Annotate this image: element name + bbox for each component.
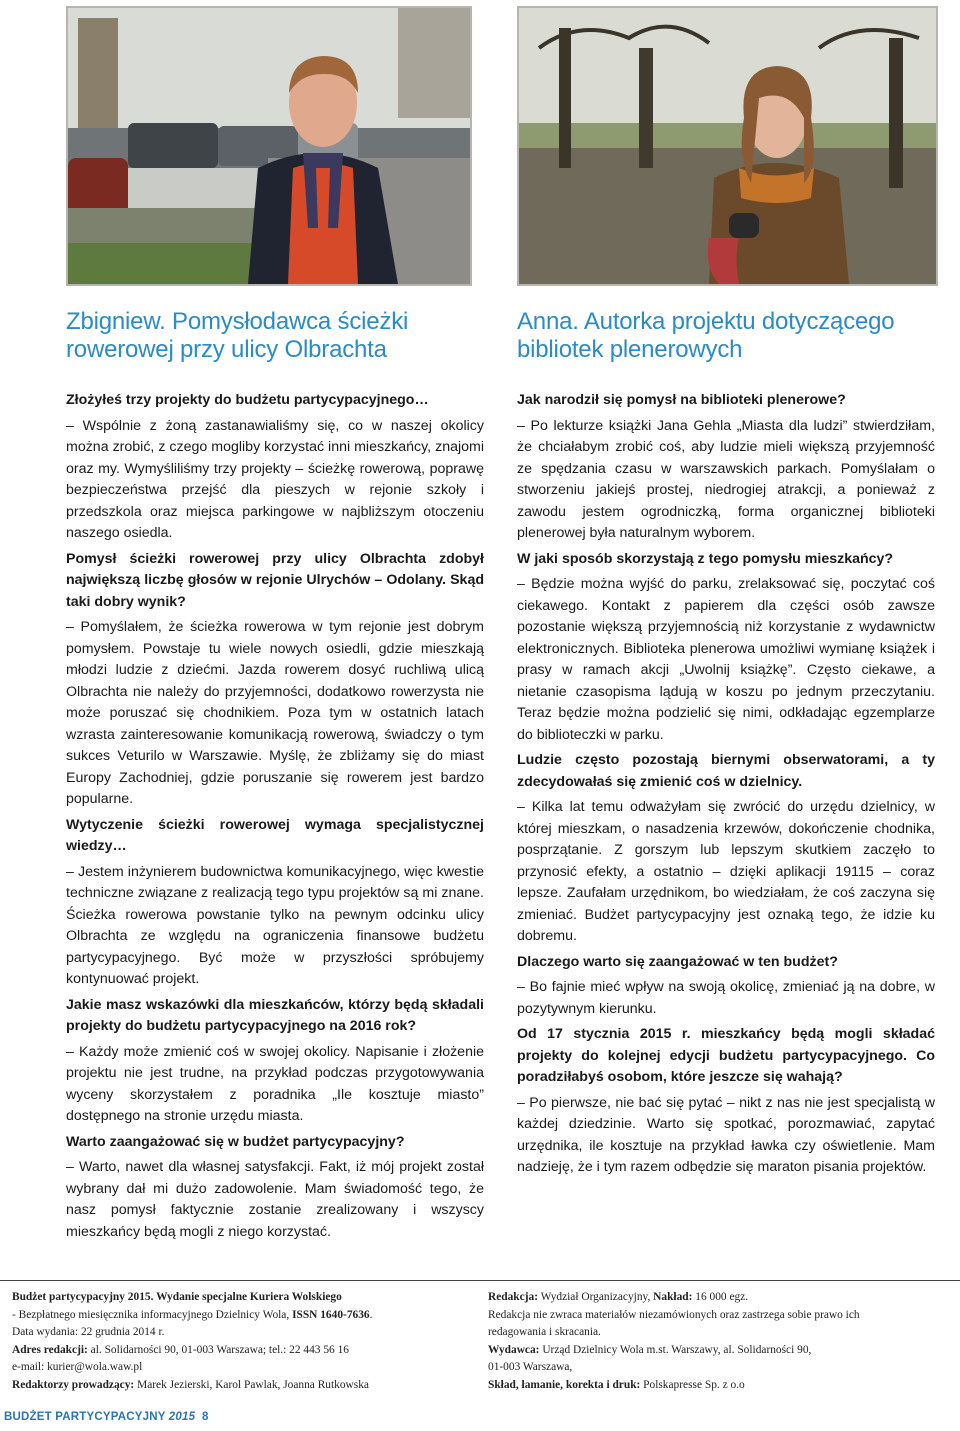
answer: – Po pierwsze, nie bać się pytać – nikt z nas nie jest specjalistą w każdej dziedzinie. Warto się spotkać, porozmawiać, zapytać urzędnika, ile kosztuje na przykład ławka czy oświetlenie. Mam nadzieję, że i tym razem odbędzie się maraton pisania projektów. [517, 1094, 935, 1175]
question: Ludzie często pozostają biernymi obserwatorami, a ty zdecydowałaś się zmienić coś w dzielnicy. [517, 752, 935, 790]
imprint-printer: Polskapresse Sp. z o.o [640, 1378, 745, 1391]
answer: – Wspólnie z żoną zastanawialiśmy się, co w naszej okolicy można zrobić, z czego mogliby korzystać inni mieszkańcy, znajomi oraz my. Wymyśliliśmy trzy projekty – ścieżkę rowerową, poprawę bezpieczeństwa przejść dla pieszych w rejonie szkoły i przedszkola oraz miejsca parkingowe w najbliższym otoczeniu naszego osiedla. [66, 417, 484, 541]
page-number: 8 [201, 1411, 209, 1423]
imprint-title: Budżet partycypacyjny 2015. Wydanie specjalne Kuriera Wolskiego [12, 1291, 342, 1303]
imprint-right [488, 1289, 928, 1395]
caption-line: rowerowej przy ulicy Olbrachta [66, 336, 387, 363]
imprint-text: 01-003 Warszawa, [488, 1361, 573, 1374]
answer: – Bo fajnie mieć wpływ na swoją okolicę, zmieniać ją na dobre, w pozytywnym kierunku. [517, 979, 935, 1017]
answer: – Kilka lat temu odważyłam się zwrócić do urzędu dzielnicy, w której mieszkam, o nasadzenia krzewów, dokończenie chodnika, posprzątanie. Z gorszym lub lepszym skutkiem zaczęło to przynosić efekty, a ostatnio – dzięki aplikacji 19115 – coraz lepsze. Zaufałam urzędnikom, bo wiedziałam, że coś zaczyna się zmieniać. Budżet partycypacyjny jest oznaką tego, że idzie ku dobremu. [517, 799, 935, 944]
imprint-text: 16 000 egz. [692, 1291, 749, 1303]
imprint-text: . [369, 1308, 373, 1321]
imprint-left [12, 1289, 452, 1395]
answer: – Każdy może zmienić coś w swojej okolicy. Napisanie i złożenie projektu nie jest trudne, na przykład podczas przygotowywania wyceny skorzystałem z poradnika „Ile kosztuje miasto” dostępnego na stronie urzędu miasta. [66, 1043, 484, 1124]
imprint-label: Nakład: [653, 1291, 693, 1303]
imprint-text: Redakcja nie zwraca materiałów niezamówionych oraz zastrzega sobie prawo ich [488, 1308, 860, 1321]
interview-anna [517, 390, 935, 1183]
answer: – Pomyślałem, że ścieżka rowerowa w tym rejonie jest dobrym pomysłem. Powstaje tu wiele nowych osiedli, gdzie mieszkają młodzi ludzie z dziećmi. Jazda rowerem dosyć ruchliwą ulicą Olbrachta nie należy do przyjemności, dodatkowo rowerzysta nie może poruszać się chodnikiem. Poza tym w ostatnich latach wzrasta zainteresowanie komunikacją rowerową, świadczy o tym sukces Veturilo w Warszawie. Myślę, że zbliżamy się do miast Europy Zachodniej, gdzie poruszanie się rowerem jest bardzo popularne. [66, 619, 484, 807]
page-footer-label: BUDŻET PARTYCYPACYJNY [4, 1411, 169, 1423]
caption-zbigniew [66, 308, 486, 364]
page-footer-year: 2015 [168, 1411, 196, 1423]
imprint-label: Redakcja: [488, 1291, 538, 1303]
question: Warto zaangażować się w budżet partycypacyjny? [66, 1133, 405, 1150]
question: Dlaczego warto się zaangażować w ten budżet? [517, 953, 838, 970]
answer: – Po lekturze książki Jana Gehla „Miasta dla ludzi” stwierdziłam, że chciałabym zrobić coś, aby ludzie mieli większą przyjemność ze spędzania czasu w warszawskich parkach. Pomyślałam o stworzeniu jakiejś prostej, niedrogiej atrakcji, a ponieważ z zawodu jestem ogrodniczką, forma organicznej biblioteki plenerowej była naturalnym wyborem. [517, 417, 935, 541]
question: Jak narodził się pomysł na biblioteki plenerowe? [517, 392, 846, 408]
caption-line: Anna. Autorka projektu dotyczącego [517, 308, 895, 335]
imprint-label: Skład, łamanie, korekta i druk: [488, 1378, 641, 1391]
imprint-label: Adres redakcji: [12, 1343, 88, 1356]
imprint-email: e-mail: kurier@wola.waw.pl [12, 1361, 143, 1374]
question: Złożyłeś trzy projekty do budżetu partycypacyjnego… [66, 392, 429, 408]
imprint-text: - Bezpłatnego miesięcznika informacyjnego Dzielnicy Wola, [12, 1308, 293, 1321]
page-footer [4, 1411, 209, 1423]
imprint-text: Wydział Organizacyjny, [537, 1291, 654, 1303]
question: Pomysł ścieżki rowerowej przy ulicy Olbrachta zdobył największą liczbę głosów w rejonie Ulrychów – Odolany. Skąd taki dobry wynik? [66, 550, 484, 610]
imprint-label: Redaktorzy prowadzący: [12, 1378, 135, 1391]
question: Od 17 stycznia 2015 r. mieszkańcy będą mogli składać projekty do kolejnej edycji budżetu partycypacyjnego. Co poradziłabyś osobom, które jeszcze się wahają? [517, 1026, 935, 1085]
footer-divider [0, 1280, 960, 1281]
answer: – Jestem inżynierem budownictwa komunikacyjnego, więc kwestie techniczne związane z realizacją tego typu projektów są mi znane. Ścieżka rowerowa powstanie tylko na pewnym odcinku ulicy Olbrachta ze względu na ograniczenia finansowe budżetu partycypacyjnego. Być może w przyszłości spróbujemy kontynuować projekt. [66, 863, 484, 987]
question: Jakie masz wskazówki dla mieszkańców, którzy będą składali projekty do budżetu partycypacyjnego na 2016 rok? [66, 996, 484, 1034]
imprint-label: Wydawca: [488, 1343, 540, 1356]
caption-line: bibliotek plenerowych [517, 336, 743, 363]
photo-woman [517, 6, 938, 286]
question: Wytyczenie ścieżki rowerowej wymaga specjalistycznej wiedzy… [66, 816, 484, 854]
imprint-publisher: Urząd Dzielnicy Wola m.st. Warszawy, al. Solidarności 90, [539, 1343, 812, 1356]
answer: – Będzie można wyjść do parku, zrelaksować się, poczytać coś ciekawego. Kontakt z papierem dla części osób zawsze pozostanie większą przyjemnością niż korzystanie z wydawnictw elektronicznych. Biblioteka plenerowa umożliwi wymianę książek i prasy w ramach akcji „Uwolnij książkę”. Często ciekawe, a nietanie czasopisma lądują w koszu po jednym przeczytaniu. Teraz będzie można podzielić się nimi, odkładając egzemplarze do biblioteczki w parku. [517, 576, 935, 743]
photo-man [66, 6, 472, 286]
question: W jaki sposób skorzystają z tego pomysłu mieszkańcy? [517, 550, 894, 567]
caption-anna [517, 308, 937, 364]
imprint-issn: ISSN 1640-7636 [292, 1308, 370, 1321]
imprint-address: al. Solidarności 90, 01-003 Warszawa; tel.: 22 443 56 16 [87, 1343, 349, 1356]
imprint-text: redagowania i skracania. [488, 1326, 601, 1339]
imprint-editors: Marek Jezierski, Karol Pawlak, Joanna Rutkowska [134, 1378, 369, 1391]
imprint-date: Data wydania: 22 grudnia 2014 r. [12, 1326, 165, 1339]
caption-line: Zbigniew. Pomysłodawca ścieżki [66, 308, 409, 335]
answer: – Warto, nawet dla własnej satysfakcji. Fakt, iż mój projekt został wybrany dał mi dużo zadowolenie. Mam świadomość tego, że nasz pomysł faktycznie zostanie zrealizowany i wszyscy mieszkańcy będą mogli z niego korzystać. [66, 1159, 484, 1240]
interview-zbigniew [66, 390, 484, 1247]
